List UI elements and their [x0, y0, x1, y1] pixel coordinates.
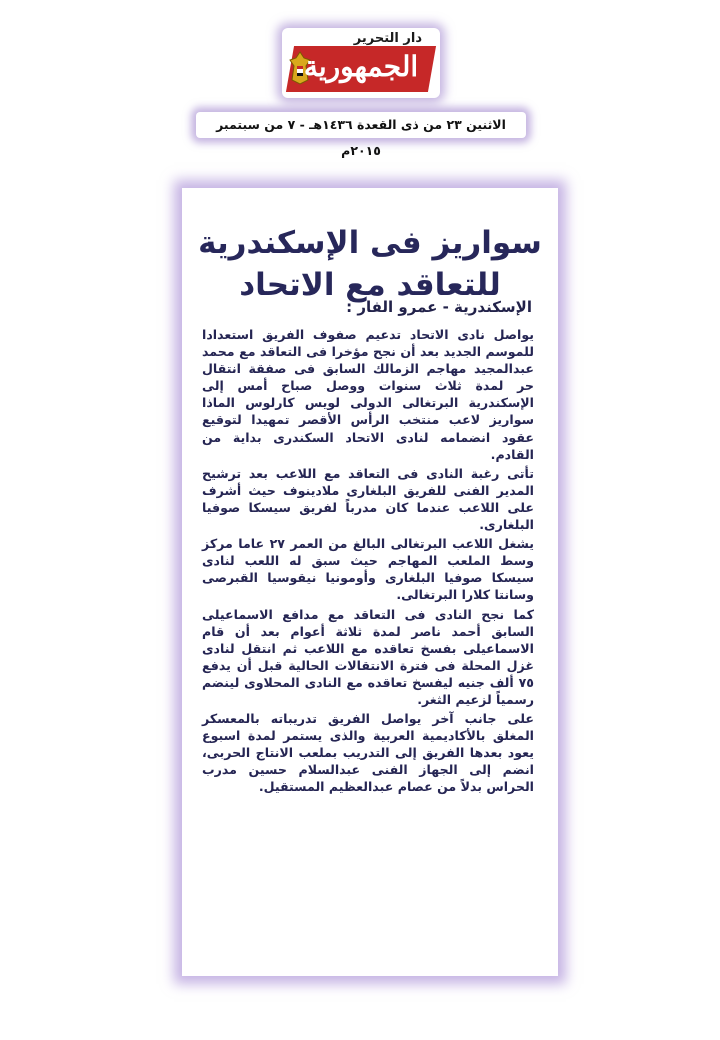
- article-paragraph: تأتى رغبة النادى فى التعاقد مع اللاعب بعد ترشيح المدير الفنى للفريق البلغارى ملادينوف حيث أشرف على اللاعب عندما كان مدرباً لفريق سيسكا صوفيا البلغارى.: [202, 465, 534, 533]
- newspaper-logo: [282, 28, 440, 98]
- publication-date: الاثنين ٢٣ من ذى القعدة ١٤٣٦هـ - ٧ من سبتمبر ٢٠١٥م: [216, 117, 506, 158]
- headline-line-2: للتعاقد مع الاتحاد: [239, 267, 501, 303]
- article-paragraph: كما نجح النادى فى التعاقد مع مدافع الاسماعيلى السابق أحمد ناصر لمدة ثلاثة أعوام بعد أن قام الاسماعيلى بفسخ تعاقده مع اللاعب ثم انتقل لنادى غزل المحلة فى فترة الانتقالات الحالية قبل أن يدفع ٧٥ ألف جنيه ليفسخ تعاقده مع النادى المحلاوى لينضم رسمياً لزعيم الثغر.: [202, 606, 534, 707]
- headline-line-1: سواريز فى الإسكندرية: [198, 225, 542, 261]
- date-bar: [196, 112, 526, 158]
- article-content: [190, 196, 550, 968]
- article-byline: الإسكندرية - عمرو الفار :: [346, 298, 532, 316]
- article-clipping: [182, 188, 558, 976]
- article-paragraph: على جانب آخر يواصل الفريق تدريباته بالمعسكر المغلق بالأكاديمية العربية والذى يستمر لمدة اسبوع يعود بعدها الفريق إلى التدريب بملعب الانتاج الحربى، انضم إلى الجهاز الفنى عبدالسلام حسين مدرب الحراس بدلاً من عصام عبدالعظيم المستقيل.: [202, 711, 534, 795]
- article-paragraph: يشغل اللاعب البرتغالى البالغ من العمر ٢٧ عاما مركز وسط الملعب المهاجم حيث سبق له اللعب لنادى سيسكا صوفيا البلغارى وأومونيا نيقوسيا القبرصى وسانتا كلارا البرتغالى.: [202, 536, 535, 603]
- article-paragraph: يواصل نادى الاتحاد تدعيم صفوف الفريق استعدادا للموسم الجديد بعد أن نجح مؤخرا فى التعاقد مع محمد عبدالمجيد مهاجم الزمالك السابق فى صفقة انتقال حر لمدة ثلاث سنوات ووصل صباح أمس إلى الإسكندرية البرتغالى الدولى لويس كارلوس الماذا سواريز لاعب منتخب الرأس الأقصر تمهيدا لتوقيع عقود انضمامه لنادى الاتحاد السكندرى بداية من القادم.: [202, 327, 534, 462]
- article-headline: [190, 222, 550, 306]
- article-body: [202, 326, 534, 798]
- logo-name: الجمهورية: [303, 50, 419, 83]
- logo-publisher-label: دار التحرير: [353, 31, 422, 46]
